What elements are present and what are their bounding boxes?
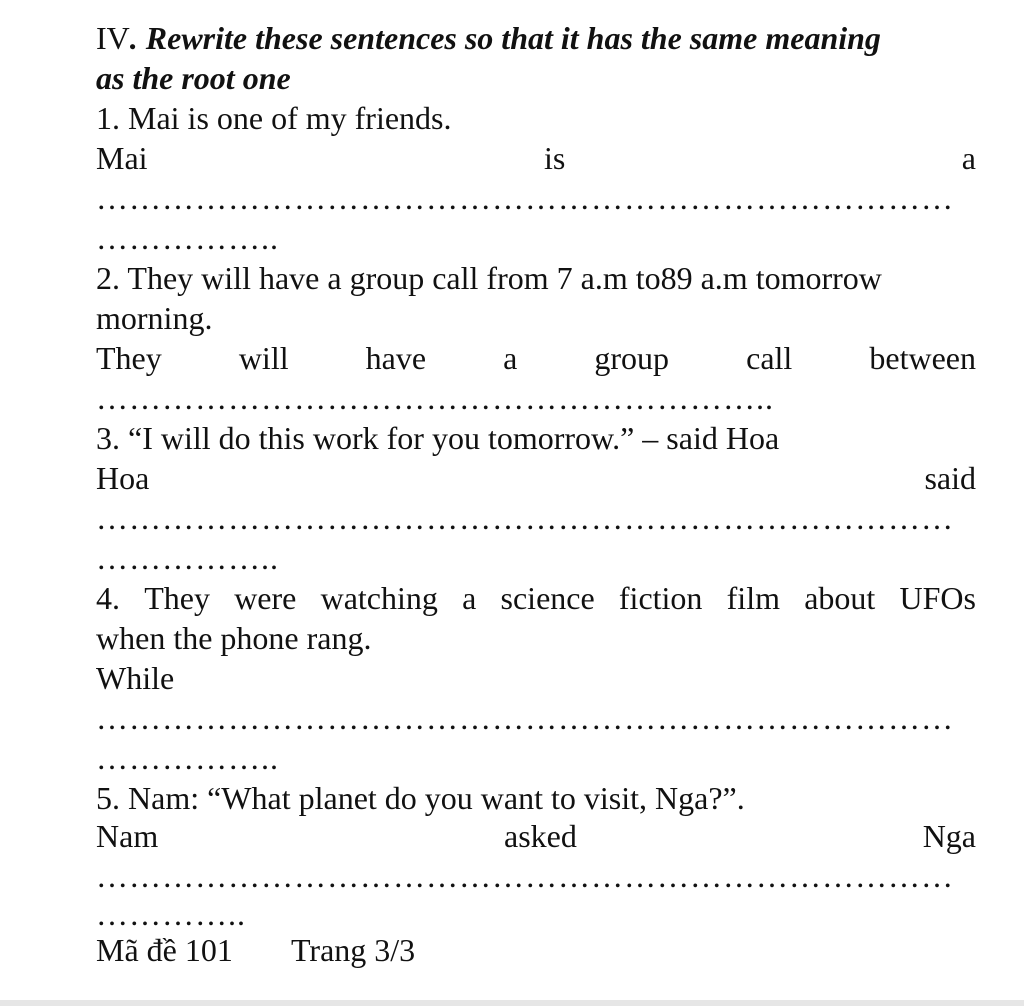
bottom-edge-divider	[0, 1000, 1024, 1006]
q1-prompt	[96, 138, 976, 178]
q4-sentence-word: science	[500, 580, 595, 616]
section-heading	[96, 18, 976, 58]
q4-sentence-word: film	[726, 580, 780, 616]
q5-answer-line[interactable]: ……………………………………………………………………	[96, 858, 954, 894]
q4-sentence-word: 4.	[96, 580, 120, 616]
q4-sentence-word: were	[234, 580, 297, 616]
q2-word: a	[503, 340, 518, 376]
q5-sentence: 5. Nam: “What planet do you want to visit, Nga?”.	[96, 780, 745, 816]
q2-word: between	[869, 340, 976, 376]
q4-sentence-line1	[96, 578, 976, 618]
q4-sentence-line2: when the phone rang.	[96, 620, 372, 656]
section-title-line2: as the root one	[96, 60, 291, 96]
q4-sentence-word: watching	[320, 580, 438, 616]
q1-word: is	[544, 140, 566, 176]
q1-word: Mai	[96, 140, 148, 176]
q5-word: Nga	[922, 818, 976, 854]
exam-code: Mã đề 101	[96, 932, 233, 968]
q2-word: They	[96, 340, 162, 376]
q1-word: a	[961, 140, 976, 176]
q5-word: asked	[504, 818, 577, 854]
section-title-line1: . Rewrite these sentences so that it has the same meaning	[129, 20, 881, 56]
q3-answer-line-short[interactable]: ……………..	[96, 540, 279, 576]
page-number: Trang 3/3	[291, 932, 416, 968]
q3-word: said	[924, 460, 976, 496]
q1-answer-line[interactable]: ……………………………………………………………………	[96, 180, 954, 216]
section-heading-line2	[96, 58, 976, 98]
q2-word: call	[746, 340, 793, 376]
q4-sentence-word: They	[144, 580, 210, 616]
q2-word: group	[594, 340, 670, 376]
q4-sentence-word: UFOs	[899, 580, 976, 616]
q3-sentence: 3. “I will do this work for you tomorrow.” – said Hoa	[96, 420, 780, 456]
q5-answer-line-short[interactable]: …………..	[96, 896, 246, 932]
q5-prompt	[96, 816, 976, 856]
q5-word: Nam	[96, 818, 159, 854]
q4-answer-line-short[interactable]: ……………..	[96, 740, 279, 776]
q2-answer-line[interactable]: ……………………………………………………..	[96, 380, 774, 416]
q4-sentence-word: a	[462, 580, 477, 616]
q1-answer-line-short[interactable]: ……………..	[96, 220, 279, 256]
q4-sentence-word: fiction	[618, 580, 703, 616]
q2-word: have	[365, 340, 427, 376]
q2-word: will	[238, 340, 289, 376]
section-number: IV	[96, 20, 130, 56]
q3-prompt	[96, 458, 976, 498]
q3-answer-line[interactable]: ……………………………………………………………………	[96, 500, 954, 536]
q4-sentence-word: about	[804, 580, 876, 616]
q2-prompt	[96, 338, 976, 378]
q3-word: Hoa	[96, 460, 150, 496]
q4-prompt: While	[96, 660, 175, 696]
q2-sentence-line2: morning.	[96, 300, 213, 336]
q2-sentence-line1: 2. They will have a group call from 7 a.m to89 a.m tomorrow	[96, 260, 882, 296]
q1-sentence: 1. Mai is one of my friends.	[96, 100, 452, 136]
q4-answer-line[interactable]: ……………………………………………………………………	[96, 700, 954, 736]
